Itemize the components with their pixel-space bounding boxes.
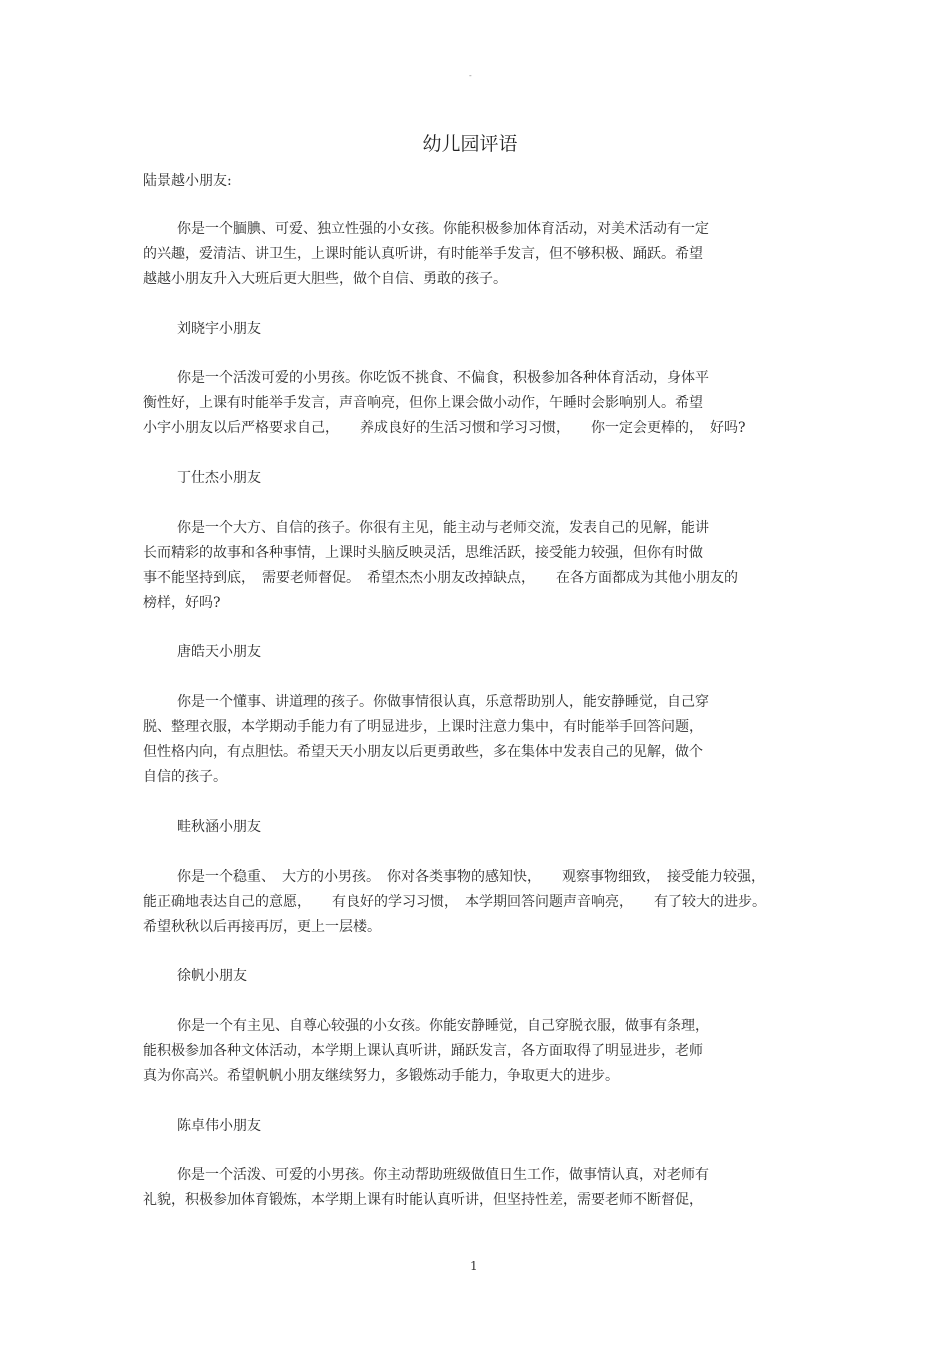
paragraph-line: 能正确地表达自己的意愿， 有良好的学习习惯， 本学期回答问题声音响亮， 有了较大的进步。 bbox=[143, 894, 766, 910]
paragraph-line: 长而精彩的故事和各种事情，上课时头脑反映灵活，思维活跃，接受能力较强，但你有时做 bbox=[143, 545, 703, 561]
paragraph-line: 希望秋秋以后再接再厉，更上一层楼。 bbox=[143, 919, 381, 935]
paragraph-line: 你是一个腼腆、可爱、独立性强的小女孩。你能积极参加体育活动，对美术活动有一定 bbox=[177, 221, 709, 237]
paragraph-line: 自信的孩子。 bbox=[143, 769, 227, 785]
paragraph-line: 的兴趣，爱清洁、讲卫生，上课时能认真听讲，有时能举手发言，但不够积极、踊跃。希望 bbox=[143, 246, 703, 262]
paragraph-line: 榜样，好吗? bbox=[143, 595, 221, 611]
paragraph-line: 你是一个活泼、可爱的小男孩。你主动帮助班级做值日生工作，做事情认真，对老师有 bbox=[177, 1167, 709, 1183]
paragraph-line: 事不能坚持到底， 需要老师督促。 希望杰杰小朋友改掉缺点， 在各方面都成为其他小朋友的 bbox=[143, 570, 738, 586]
paragraph-line: 你是一个有主见、自尊心较强的小女孩。你能安静睡觉，自己穿脱衣服，做事有条理， bbox=[177, 1018, 709, 1034]
paragraph-line: 你是一个懂事、讲道理的孩子。你做事情很认真，乐意帮助别人，能安静睡觉，自己穿 bbox=[177, 694, 709, 710]
child-name: 徐帆小朋友 bbox=[177, 968, 247, 984]
paragraph-line: 但性格内向，有点胆怯。希望天天小朋友以后更勇敢些，多在集体中发表自己的见解，做个 bbox=[143, 744, 703, 760]
paragraph-line: 能积极参加各种文体活动，本学期上课认真听讲，踊跃发言，各方面取得了明显进步，老师 bbox=[143, 1043, 703, 1059]
child-name: 陈卓伟小朋友 bbox=[177, 1118, 261, 1134]
paragraph-line: 小宇小朋友以后严格要求自己， 养成良好的生活习惯和学习习惯， 你一定会更棒的， 好吗? bbox=[143, 420, 746, 436]
child-name: 唐皓天小朋友 bbox=[177, 644, 261, 660]
child-name: 畦秋涵小朋友 bbox=[177, 819, 261, 835]
paragraph-line: 礼貌，积极参加体育锻炼，本学期上课有时能认真听讲，但坚持性差，需要老师不断督促， bbox=[143, 1192, 703, 1208]
page-title: 幼儿园评语 bbox=[422, 133, 518, 155]
paragraph-line: 真为你高兴。希望帆帆小朋友继续努力，多锻炼动手能力，争取更大的进步。 bbox=[143, 1068, 619, 1084]
paragraph-line: 你是一个大方、自信的孩子。你很有主见，能主动与老师交流，发表自己的见解，能讲 bbox=[177, 520, 709, 536]
paragraph-line: 脱、整理衣服，本学期动手能力有了明显进步，上课时注意力集中，有时能举手回答问题， bbox=[143, 719, 703, 735]
paragraph-line: 你是一个稳重、 大方的小男孩。 你对各类事物的感知快， 观察事物细致， 接受能力较强， bbox=[177, 869, 765, 885]
paragraph-line: 衡性好，上课有时能举手发言，声音响亮，但你上课会做小动作，午睡时会影响别人。希望 bbox=[143, 395, 703, 411]
paragraph-line: 你是一个活泼可爱的小男孩。你吃饭不挑食、不偏食，积极参加各种体育活动，身体平 bbox=[177, 370, 709, 386]
child-name: 丁仕杰小朋友 bbox=[177, 470, 261, 486]
header-mark: - bbox=[469, 71, 472, 80]
page-number: 1 bbox=[470, 1259, 478, 1273]
child-name: 刘晓宇小朋友 bbox=[177, 321, 261, 337]
greeting: 陆景越小朋友: bbox=[143, 173, 232, 189]
paragraph-line: 越越小朋友升入大班后更大胆些，做个自信、勇敢的孩子。 bbox=[143, 271, 507, 287]
